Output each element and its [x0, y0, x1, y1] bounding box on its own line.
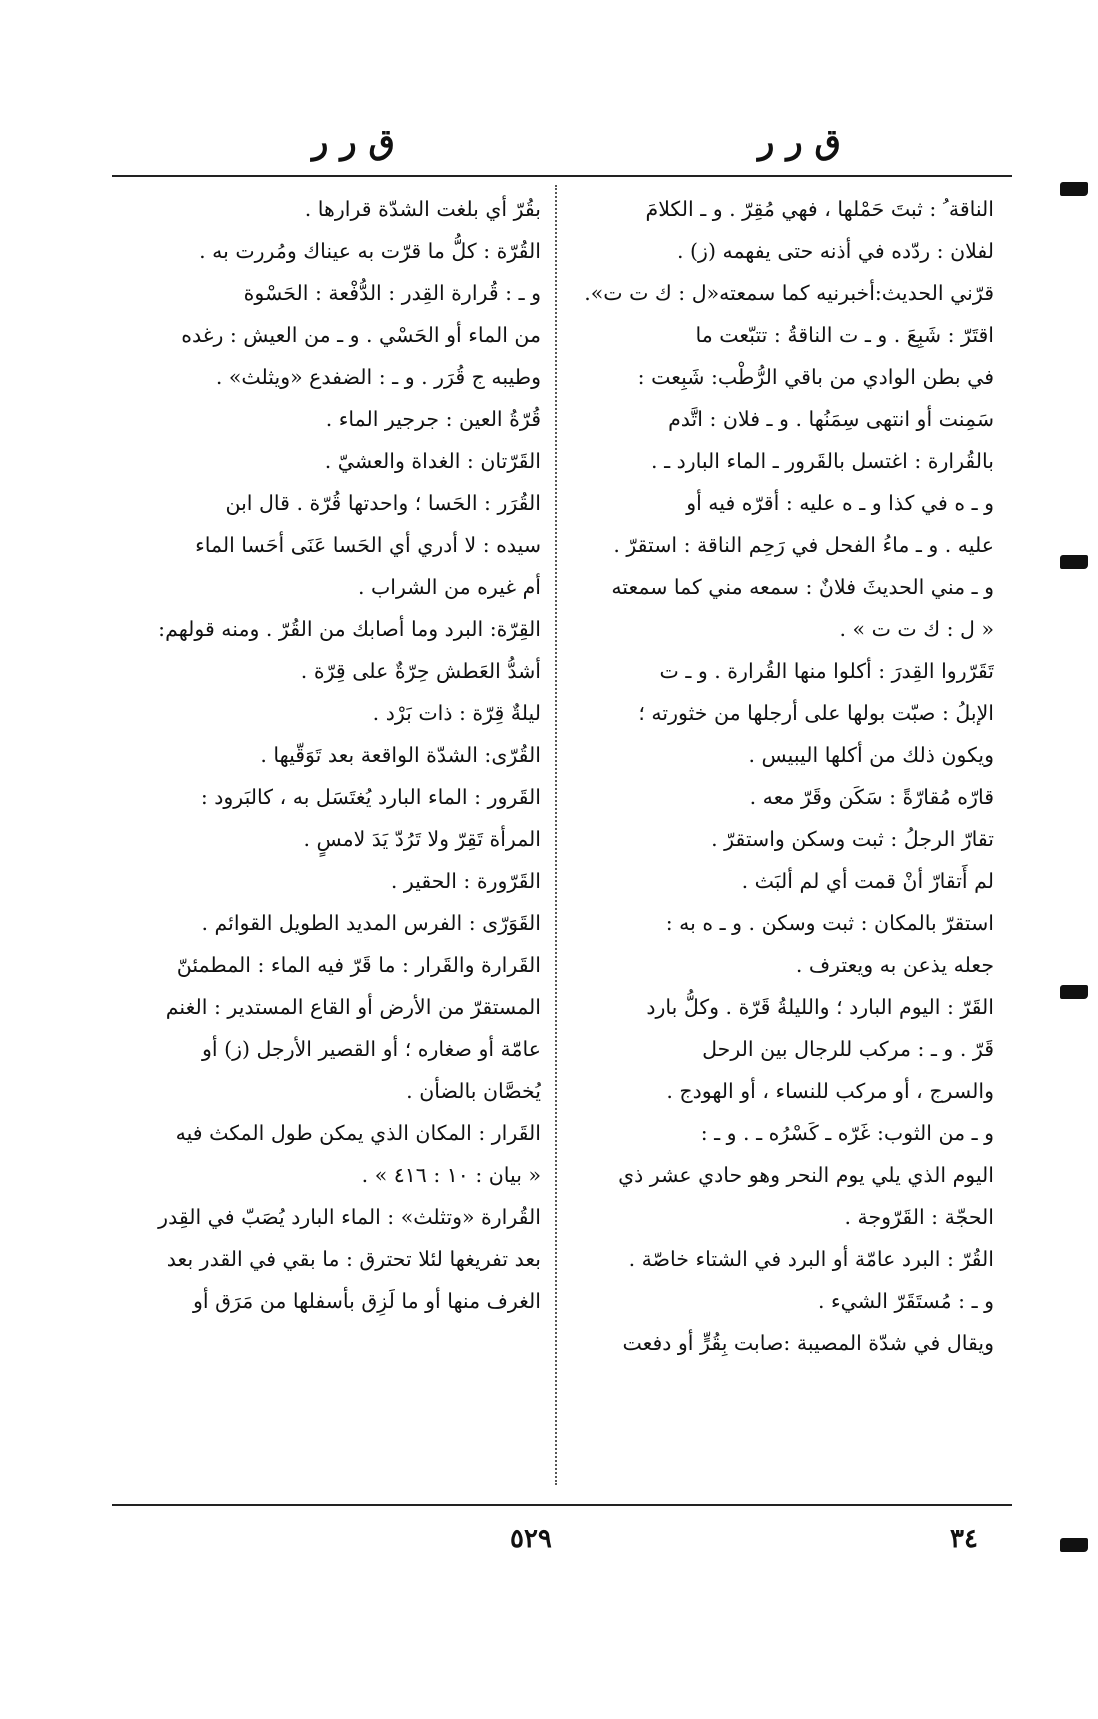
text-line: القَوَرّى : الفرس المديد الطويل القوائم .: [201, 911, 541, 935]
page-number-left: ٥٢٩: [510, 1524, 552, 1554]
text-line: تَقَرّروا القِدرَ : أكلوا منها القُرارة . و ـ ت: [659, 659, 994, 683]
text-line: تقارّ الرجلُ : ثبت وسكن واستقرّ .: [711, 827, 994, 851]
text-line: لم أَتقارّ أنْ قمت أي لم ألبَث .: [741, 869, 994, 893]
scan-mark: [1060, 555, 1088, 569]
text-line: القَرور : الماء البارد يُغتَسَل به ، كالبَرود :: [200, 785, 541, 809]
text-line: بالقُرارة : اغتسل بالقَرور ـ الماء البارد ـ .: [651, 449, 994, 473]
text-line: سيده : لا أدري أي الحَسا عَنَى أحَسا الماء: [195, 533, 541, 557]
root-heading-right: ق ر ر: [758, 122, 841, 162]
text-line: القَرّتان : الغداة والعشيّ .: [324, 449, 541, 473]
text-line: قُرّةُ العين : جرجير الماء .: [325, 407, 541, 431]
text-line: المرأة تَقِرّ ولا تَرُدّ يَدَ لامسٍ .: [303, 827, 541, 851]
text-line: لفلان : ردّده في أذنه حتى يفهمه (ز) .: [677, 239, 994, 263]
bottom-rule: [112, 1504, 1012, 1506]
left-column: [116, 188, 541, 1322]
text-line: سَمِنت أو انتهى سِمَنُها . و ـ فلان : اتَّدم: [668, 407, 994, 431]
scan-mark: [1060, 1538, 1088, 1552]
text-line: و ـ : مُستَقَرّ الشيء .: [817, 1289, 994, 1313]
text-line: الحجّة : القَرّوجة .: [844, 1205, 994, 1229]
text-line: قَرّ . و ـ : مركب للرجال بين الرحل: [702, 1037, 994, 1061]
text-line: اقتَرّ : شَبِعَ . و ـ ت الناقةُ : تتبّعت ما: [695, 323, 994, 347]
right-column: [574, 188, 994, 1364]
text-line: ويكون ذلك من أكلها اليبيس .: [748, 743, 994, 767]
root-heading-left: ق ر ر: [312, 122, 395, 162]
text-line: ويقال في شدّة المصيبة :صابت بِقُرٍّ أو دفعت: [622, 1331, 994, 1355]
scan-mark: [1060, 985, 1088, 999]
text-line: القَرار : المكان الذي يمكن طول المكث فيه: [175, 1121, 541, 1145]
text-line: و ـ مني الحديثَ فلانٌ : سمعه مني كما سمعته: [611, 575, 994, 599]
text-line: المستقرّ من الأرض أو القاع المستدير : الغنم: [165, 995, 541, 1019]
text-line: الإبلُ : صبّت بولها على أرجلها من خثورته ؛: [638, 701, 994, 725]
text-line: استقرّ بالمكان : ثبت وسكن . و ـ ه به :: [665, 911, 994, 935]
text-line: القُرَر : الحَسا ؛ واحدتها قُرّة . قال ابن: [225, 491, 541, 515]
text-line: الغرف منها أو ما لَزِق بأسفلها من مَرَق أو: [192, 1289, 541, 1313]
text-line: القُرّة : كلُّ ما قرّت به عيناك ومُررت به .: [199, 239, 541, 263]
text-line: اليوم الذي يلي يوم النحر وهو حادي عشر ذي: [618, 1163, 994, 1187]
text-line: قارّه مُقارّةً : سَكَن وقَرّ معه .: [749, 785, 994, 809]
column-divider: [555, 185, 557, 1485]
text-line: قرّني الحديث:أخبرنيه كما سمعته«ل : ك ت ت».: [584, 281, 994, 305]
text-line: أشدُّ العَطش حِرّةٌ على قِرّة .: [300, 659, 541, 683]
text-line: من الماء أو الحَسْي . و ـ من العيش : رغده: [181, 323, 541, 347]
text-line: القَرّ : اليوم البارد ؛ والليلةُ قَرّة . وكلُّ بارد: [646, 995, 994, 1019]
text-line: القَرارة والقَرار : ما قَرّ فيه الماء : المطمئنّ: [176, 953, 541, 977]
text-line: يُخصَّان بالضأن .: [406, 1079, 541, 1103]
text-line: « بيان : ١٠ : ٤١٦ » .: [361, 1163, 541, 1187]
text-line: الناقة ُ : ثبتَ حَمْلها ، فهي مُقِرّ . و ـ الكلامَ: [645, 197, 994, 221]
text-line: بقُرّ أي بلغت الشدّة قرارها .: [304, 197, 541, 221]
text-line: و ـ ه في كذا و ـ ه عليه : أقرّه فيه أو: [686, 491, 994, 515]
text-line: القُرّى: الشدّة الواقعة بعد تَوَقّيها .: [260, 743, 541, 767]
text-line: في بطن الوادي من باقي الرُّطْب: شَبِعت :: [637, 365, 994, 389]
scan-mark: [1060, 182, 1088, 196]
text-line: والسرج ، أو مركب للنساء ، أو الهودج .: [666, 1079, 994, 1103]
text-line: القُرارة «وتثلث» : الماء البارد يُصَبّ في القِدر: [158, 1205, 541, 1229]
text-line: جعله يذعن به ويعترف .: [795, 953, 994, 977]
text-line: ليلةٌ قِرّة : ذات بَرْد .: [372, 701, 541, 725]
text-line: وطيبه ج قُرَر . و ـ : الضفدع «ويثلث» .: [215, 365, 541, 389]
text-line: عليه . و ـ ماءُ الفحل في رَحِم الناقة : استقرّ .: [613, 533, 994, 557]
text-line: و ـ من الثوب: غَرّه ـ كَسْرُه ـ . و ـ :: [700, 1121, 994, 1145]
text-line: القَرّورة : الحقير .: [390, 869, 541, 893]
text-line: القِرّة: البرد وما أصابك من القُرّ . ومنه قولهم:: [158, 617, 541, 641]
top-rule: [112, 175, 1012, 177]
page-number-right: ٣٤: [950, 1524, 978, 1554]
text-line: و ـ : قُرارة القِدر : الدُّفْعة : الحَسْوة: [243, 281, 541, 305]
text-line: القُرّ : البرد عامّة أو البرد في الشتاء خاصّة .: [628, 1247, 994, 1271]
text-line: « ل : ك ت ت » .: [839, 617, 994, 641]
text-line: أم غيره من الشراب .: [357, 575, 541, 599]
text-line: عامّة أو صغاره ؛ أو القصير الأرجل (ز) أو: [201, 1037, 541, 1061]
text-line: بعد تفريغها لئلا تحترق : ما بقي في القدر بعد: [166, 1247, 541, 1271]
